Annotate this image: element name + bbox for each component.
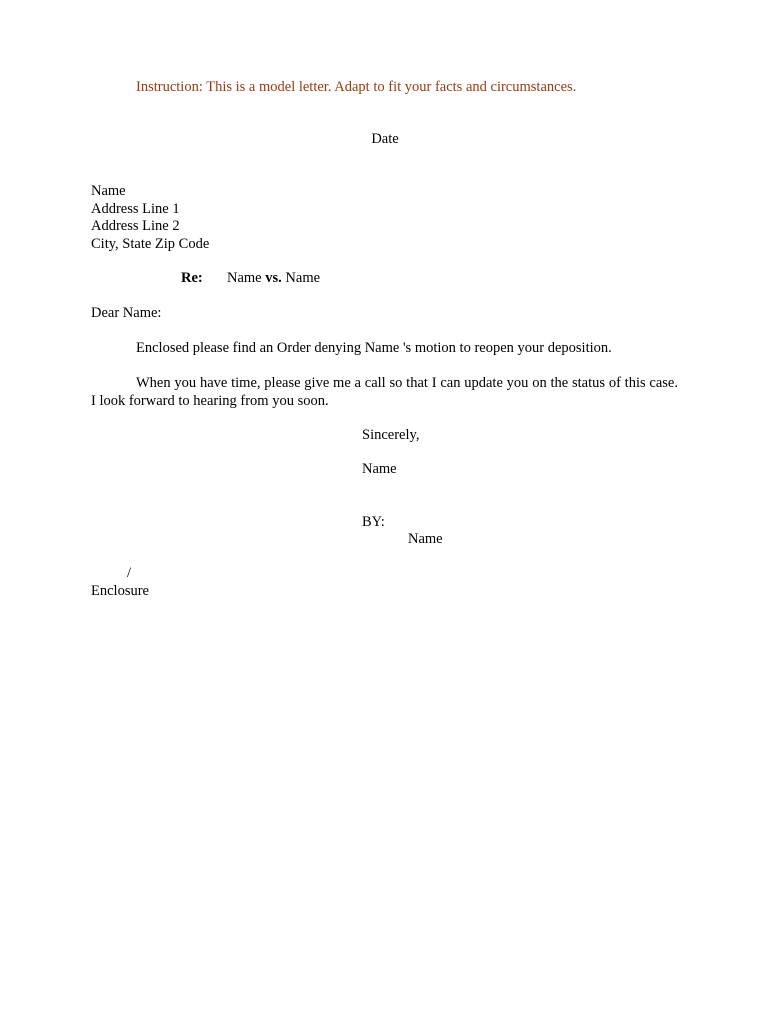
re-versus: vs. bbox=[265, 270, 282, 286]
body-paragraph-1: Enclosed please find an Order denying Name 's motion to reopen your deposition. bbox=[136, 340, 612, 356]
re-party-1: Name bbox=[227, 270, 262, 286]
recipient-address-block bbox=[91, 183, 209, 253]
closing: Sincerely, bbox=[362, 427, 420, 443]
re-party-2: Name bbox=[285, 270, 321, 286]
recipient-address-line-1: Address Line 1 bbox=[91, 200, 180, 217]
body-paragraph-2: When you have time, please give me a call so that I can update you on the status of this case. I look forward to hearing from you soon. bbox=[91, 375, 678, 409]
recipient-name: Name bbox=[91, 183, 126, 199]
re-case-caption bbox=[227, 270, 320, 287]
re-label: Re: bbox=[181, 270, 203, 286]
by-label: BY: bbox=[362, 514, 385, 530]
letter-date: Date bbox=[371, 131, 399, 147]
recipient-address-line-2: Address Line 2 bbox=[91, 218, 180, 234]
recipient-city-state-zip: City, State Zip Code bbox=[91, 235, 210, 252]
salutation: Dear Name: bbox=[91, 305, 162, 321]
enclosure-note: Enclosure bbox=[91, 583, 149, 599]
signature-name: Name bbox=[362, 461, 397, 477]
by-name: Name bbox=[408, 531, 443, 547]
initials-slash: / bbox=[127, 565, 132, 581]
instruction-note: Instruction: This is a model letter. Adapt to fit your facts and circumstances. bbox=[136, 79, 577, 95]
